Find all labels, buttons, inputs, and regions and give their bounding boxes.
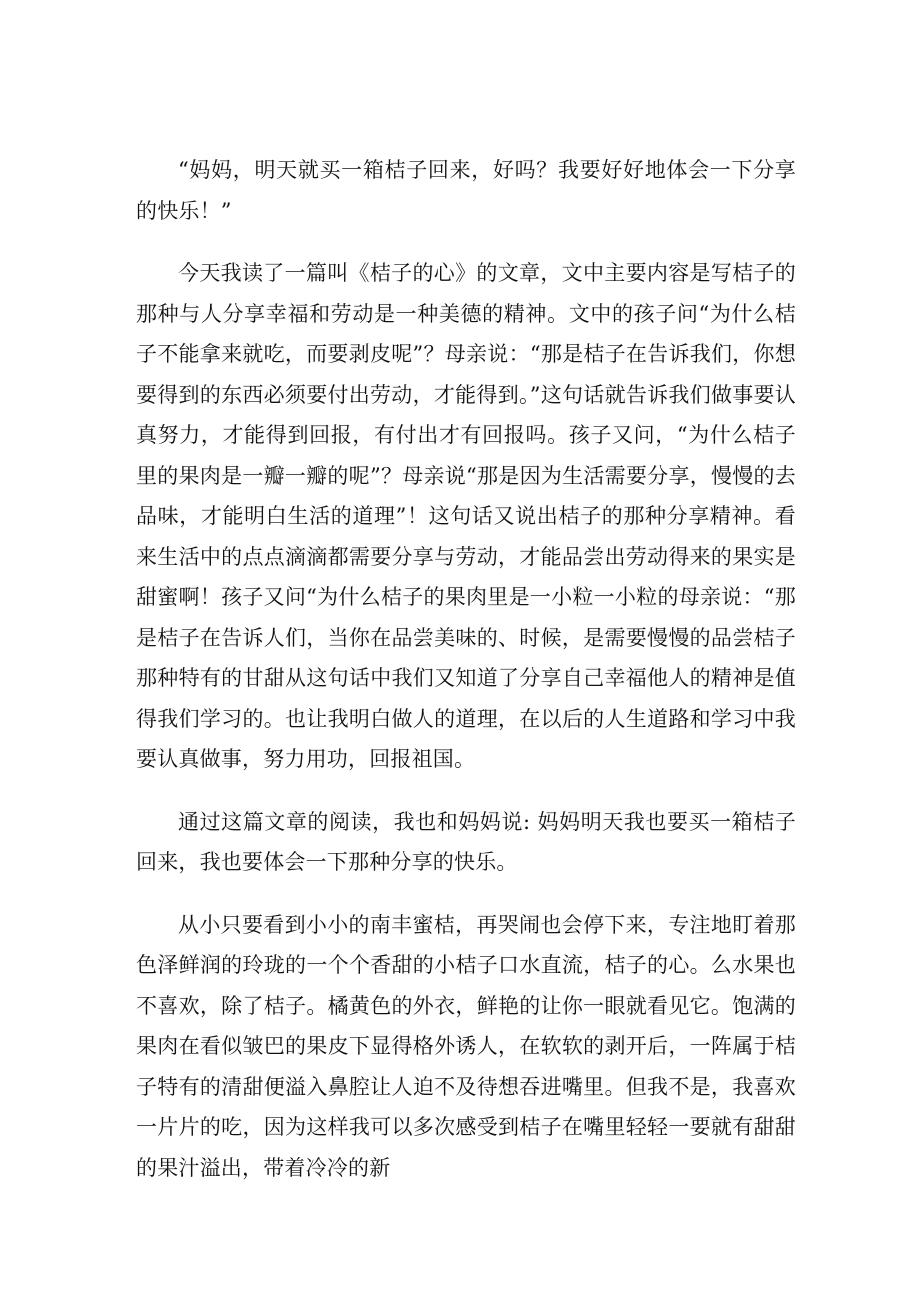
paragraph-quote: “妈妈，明天就买一箱桔子回来，好吗？我要好好地体会一下分享的快乐！” [136, 158, 796, 223]
article-body [136, 150, 796, 1210]
paragraph-conclusion: 通过这篇文章的阅读，我也和妈妈说: 妈妈明天我也要买一箱桔子回来，我也要体会一下那种分享的快乐。 [136, 809, 796, 874]
paragraph-childhood-memory: 从小只要看到小小的南丰蜜桔，再哭闹也会停下来，专注地盯着那色泽鲜润的玲珑的一个个香甜的小桔子口水直流，桔子的心。么水果也不喜欢，除了桔子。橘黄色的外衣，鲜艳的让你一眼就看见它。饱满的果肉在看似皱巴的果皮下显得格外诱人，在软软的剥开后，一阵属于桔子特有的清甜便溢入鼻腔让人迫不及待想吞进嘴里。但我不是，我喜欢一片片的吃，因为这样我可以多次感受到桔子在嘴里轻轻一要就有甜甜的果汁溢出，带着冷冷的新 [136, 912, 796, 1180]
paragraph-reading-reflection: 今天我读了一篇叫《桔子的心》的文章，文中主要内容是写桔子的那种与人分享幸福和劳动是一种美德的精神。文中的孩子问“为什么桔子不能拿来就吃，而要剥皮呢”？母亲说：“那是桔子在告诉我们，你想要得到的东西必须要付出劳动，才能得到。”这句话就告诉我们做事要认真努力，才能得到回报，有付出才有回报吗。孩子又问，“为什么桔子里的果肉是一瓣一瓣的呢”？母亲说“那是因为生活需要分享，慢慢的去品味，才能明白生活的道理”！这句话又说出桔子的那种分享精神。看来生活中的点点滴滴都需要分享与劳动，才能品尝出劳动得来的果实是甜蜜啊！孩子又问“为什么桔子的果肉里是一小粒一小粒的母亲说：“那是桔子在告诉人们，当你在品尝美味的、时候，是需要慢慢的品尝桔子那种特有的甘甜从这句话中我们又知道了分享自己幸福他人的精神是值得我们学习的。也让我明白做人的道理，在以后的人生道路和学习中我要认真做事，努力用功，回报祖国。 [136, 261, 796, 771]
